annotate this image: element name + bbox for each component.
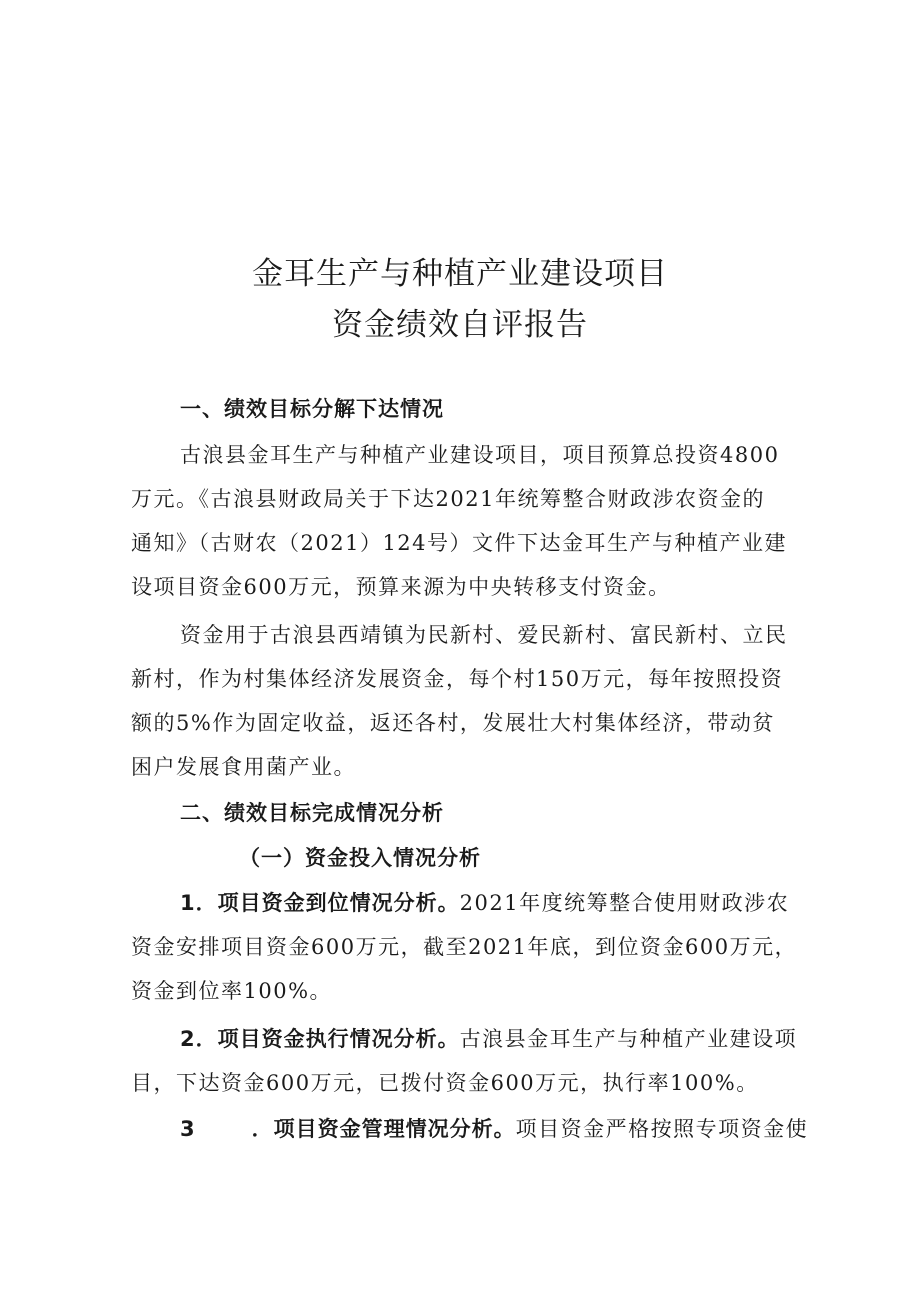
paragraph-line: 额的5%作为固定收益，返还各村，发展壮大村集体经济，带动贫 [131,711,775,735]
item-3-text: 项目资金严格按照专项资金使 [515,1117,809,1141]
document-title-line-2: 资金绩效自评报告 [332,307,588,343]
paragraph-line: 新村，作为村集体经济发展资金，每个村150万元，每年按照投资 [131,667,784,691]
paragraph-line: 设项目资金600万元，预算来源为中央转移支付资金。 [131,575,671,599]
item-1-label: 1．项目资金到位情况分析。 [180,891,460,915]
item-1-text: 2021年度统筹整合使用财政涉农 [459,891,790,915]
item-2-label: 2．项目资金执行情况分析。 [180,1027,460,1051]
item-2-first-line [180,1023,797,1053]
paragraph-line: 通知》（古财农（2021）124号）文件下达金耳生产与种植产业建 [131,531,788,555]
paragraph-line: 资金到位率100%。 [131,979,333,1003]
document-title-line-1: 金耳生产与种植产业建设项目 [252,256,668,292]
paragraph-line: 万元。《古浪县财政局关于下达2021年统筹整合财政涉农资金的 [131,487,765,511]
paragraph-line: 目，下达资金600万元，已拨付资金600万元，执行率100%。 [131,1071,759,1095]
paragraph-line: 困户发展食用菌产业。 [131,755,356,779]
paragraph-line: 古浪县金耳生产与种植产业建设项目，项目预算总投资4800 [180,443,780,467]
item-3-number: 3 [180,1117,196,1141]
paragraph-line: 资金用于古浪县西靖镇为民新村、爱民新村、富民新村、立民 [180,623,788,647]
item-2-text: 古浪县金耳生产与种植产业建设项 [459,1027,798,1051]
section-2-subheading: （一）资金投入情况分析 [239,846,481,870]
section-2-heading: 二、绩效目标完成情况分析 [180,801,444,825]
paragraph-line: 资金安排项目资金600万元，截至2021年底，到位资金600万元， [131,935,798,959]
item-1-first-line [180,887,789,917]
section-1-heading: 一、绩效目标分解下达情况 [180,397,444,421]
item-3-label: ．项目资金管理情况分析。 [251,1117,516,1141]
item-3-first-line [180,1113,808,1143]
